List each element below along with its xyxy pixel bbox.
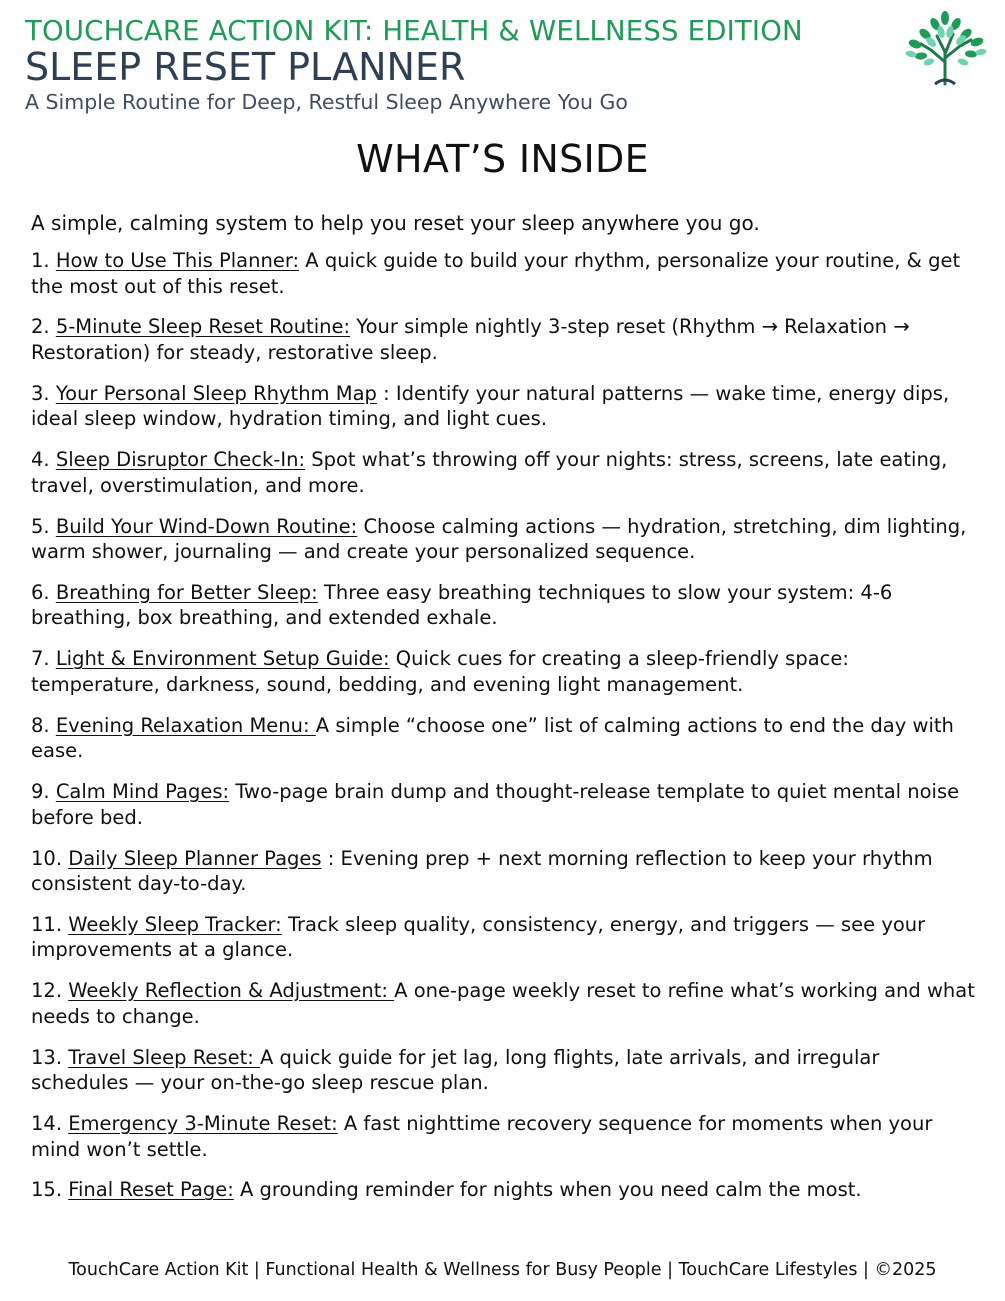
kit-title: TOUCHCARE ACTION KIT: HEALTH & WELLNESS EDITION [25, 15, 803, 47]
tree-icon [905, 10, 987, 86]
list-item [31, 1177, 976, 1203]
item-title-link[interactable]: Light & Environment Setup Guide: [55, 647, 390, 671]
section-title: WHAT’S INSIDE [356, 137, 649, 181]
item-title-link[interactable]: Daily Sleep Planner Pages [68, 846, 322, 870]
item-number: 11. [31, 912, 69, 936]
item-title-link[interactable]: Final Reset Page: [68, 1178, 234, 1202]
list-item [31, 713, 976, 764]
item-title-link[interactable]: Weekly Reflection & Adjustment: [68, 979, 395, 1003]
item-description: A quick guide to build your rhythm, personalize your routine, & get the most out of this reset. [31, 249, 961, 298]
item-description: Three easy breathing techniques to slow your system: 4-6 breathing, box breathing, and extended exhale. [31, 580, 893, 630]
page-header [25, 14, 905, 116]
item-title-link[interactable]: Travel Sleep Reset: [68, 1045, 260, 1069]
item-number: 5. [31, 514, 56, 538]
item-number: 3. [31, 381, 56, 405]
item-description: : Identify your natural patterns — wake time, energy dips, ideal sleep window, hydration timing, and light cues. [31, 381, 950, 431]
list-item [31, 447, 976, 498]
list-item [31, 514, 976, 565]
list-item [31, 248, 976, 299]
planner-subtitle: A Simple Routine for Deep, Restful Sleep Anywhere You Go [25, 90, 628, 114]
item-number: 6. [31, 580, 56, 604]
item-number: 15. [31, 1178, 69, 1202]
item-title-link[interactable]: Evening Relaxation Menu: [55, 713, 316, 737]
item-description: A grounding reminder for nights when you need calm the most. [240, 1178, 862, 1202]
item-description: Track sleep quality, consistency, energy, and triggers — see your improvements at a glance. [31, 912, 926, 962]
list-item [31, 912, 976, 963]
item-description: A one-page weekly reset to refine what’s working and what needs to change. [31, 979, 975, 1028]
item-description: Spot what’s throwing off your nights: stress, screens, late eating, travel, overstimulation, and more. [31, 448, 948, 497]
item-title-link[interactable]: 5-Minute Sleep Reset Routine: [55, 315, 351, 339]
item-number: 13. [31, 1045, 69, 1069]
list-item [31, 314, 976, 365]
planner-title: SLEEP RESET PLANNER [25, 45, 466, 89]
item-number: 7. [31, 647, 56, 671]
item-title-link[interactable]: Calm Mind Pages: [55, 780, 230, 804]
page-footer: TouchCare Action Kit | Functional Health & Wellness for Busy People | TouchCare Lifestyles | ©2025 [68, 1260, 937, 1280]
list-item [31, 381, 976, 432]
item-number: 2. [31, 315, 56, 339]
item-description: Two-page brain dump and thought-release template to quiet mental noise before bed. [31, 780, 960, 829]
item-number: 12. [31, 979, 69, 1003]
item-description: A simple “choose one” list of calming actions to end the day with ease. [31, 713, 954, 763]
list-item [31, 978, 976, 1029]
item-description: Quick cues for creating a sleep-friendly space: temperature, darkness, sound, bedding, and evening light management. [31, 647, 849, 696]
item-title-link[interactable]: Emergency 3-Minute Reset: [68, 1112, 338, 1136]
item-number: 14. [31, 1112, 69, 1136]
intro-text: A simple, calming system to help you reset your sleep anywhere you go. [31, 211, 760, 235]
item-description: Your simple nightly 3-step reset (Rhythm → Relaxation → Restoration) for steady, restorative sleep. [31, 315, 910, 364]
item-number: 10. [31, 846, 69, 870]
item-number: 1. [31, 249, 56, 272]
item-title-link[interactable]: Weekly Sleep Tracker: [68, 912, 282, 936]
list-item [31, 846, 976, 897]
item-number: 4. [31, 448, 56, 472]
item-title-link[interactable]: Build Your Wind-Down Routine: [55, 514, 358, 538]
item-title-link[interactable]: How to Use This Planner: [55, 249, 300, 272]
list-item [31, 646, 976, 697]
item-number: 8. [31, 713, 56, 737]
item-title-link[interactable]: Your Personal Sleep Rhythm Map [55, 381, 377, 405]
item-description: A quick guide for jet lag, long flights, late arrivals, and irregular schedules — your on-the-go sleep rescue plan. [31, 1045, 880, 1095]
item-number: 9. [31, 780, 56, 804]
list-item [31, 779, 976, 830]
item-description: Choose calming actions — hydration, stretching, dim lighting, warm shower, journaling — and create your personalized sequence. [31, 514, 967, 564]
item-description: A fast nighttime recovery sequence for moments when your mind won’t settle. [31, 1112, 933, 1161]
list-item [31, 1111, 976, 1162]
list-item [31, 580, 976, 631]
list-item [31, 1045, 976, 1096]
item-description: : Evening prep + next morning reflection to keep your rhythm consistent day-to-day. [31, 846, 933, 896]
item-title-link[interactable]: Sleep Disruptor Check-In: [55, 448, 306, 472]
contents-list [31, 248, 976, 1218]
item-title-link[interactable]: Breathing for Better Sleep: [55, 580, 318, 604]
